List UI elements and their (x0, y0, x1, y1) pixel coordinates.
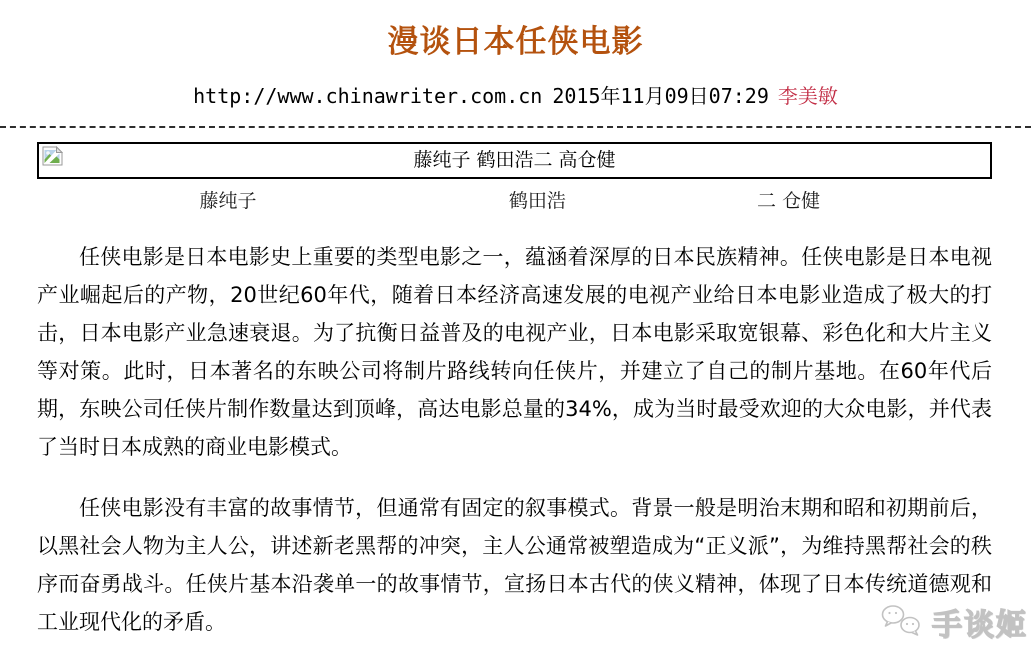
source-url: http://www.chinawriter.com.cn (193, 84, 543, 108)
watermark-label: 手谈姬 (932, 608, 1028, 643)
page-title: 漫谈日本任侠电影 (387, 24, 644, 60)
paragraph: 任侠电影是日本电影史上重要的类型电影之一，蕴涵着深厚的日本民族精神。任侠电影是日本电视产业崛起后的产物，20世纪60年代，随着日本经济高速发展的电视产业给日本电影业造成了极大的打击，日本电影产业急速衰退。为了抗衡日益普及的电视产业，日本电影采取宽银幕、彩色化和大片主义等对策。此时，日本著名的东映公司将制片路线转向任侠片，并建立了自己的制片基地。在60年代后期，东映公司任侠片制作数量达到顶峰，高达电影总量的34%，成为当时最受欢迎的大众电影，并代表了当时日本成熟的商业电影模式。 (37, 245, 992, 459)
figure-caption-row (37, 184, 992, 211)
figure-alt-text: 藤纯子 鹤田浩二 高仓健 (413, 149, 616, 171)
publish-datetime: 2015年11月09日07:29 (552, 84, 769, 108)
dashed-divider (0, 126, 1031, 128)
paragraph: 任侠电影没有丰富的故事情节，但通常有固定的叙事模式。背景一般是明治末期和昭和初期前后，以黑社会人物为主人公，讲述新老黑帮的冲突，主人公通常被塑造成为“正义派”，为维持黑帮社会的秩序而奋勇战斗。任侠片基本沿袭单一的故事情节，宣扬日本古代的侠义精神，体现了日本传统道德观和工业现代化的矛盾。 (37, 496, 992, 634)
article-meta (0, 80, 1031, 109)
caption-cell: 二 仓健 (757, 190, 821, 212)
author-name: 李美敏 (777, 84, 838, 108)
figure-placeholder-box (37, 142, 992, 179)
caption-cell: 鹤田浩 (508, 190, 566, 212)
caption-cell: 藤纯子 (199, 190, 257, 212)
article-body (37, 238, 992, 641)
content-area (37, 142, 992, 641)
broken-image-icon (42, 146, 63, 166)
